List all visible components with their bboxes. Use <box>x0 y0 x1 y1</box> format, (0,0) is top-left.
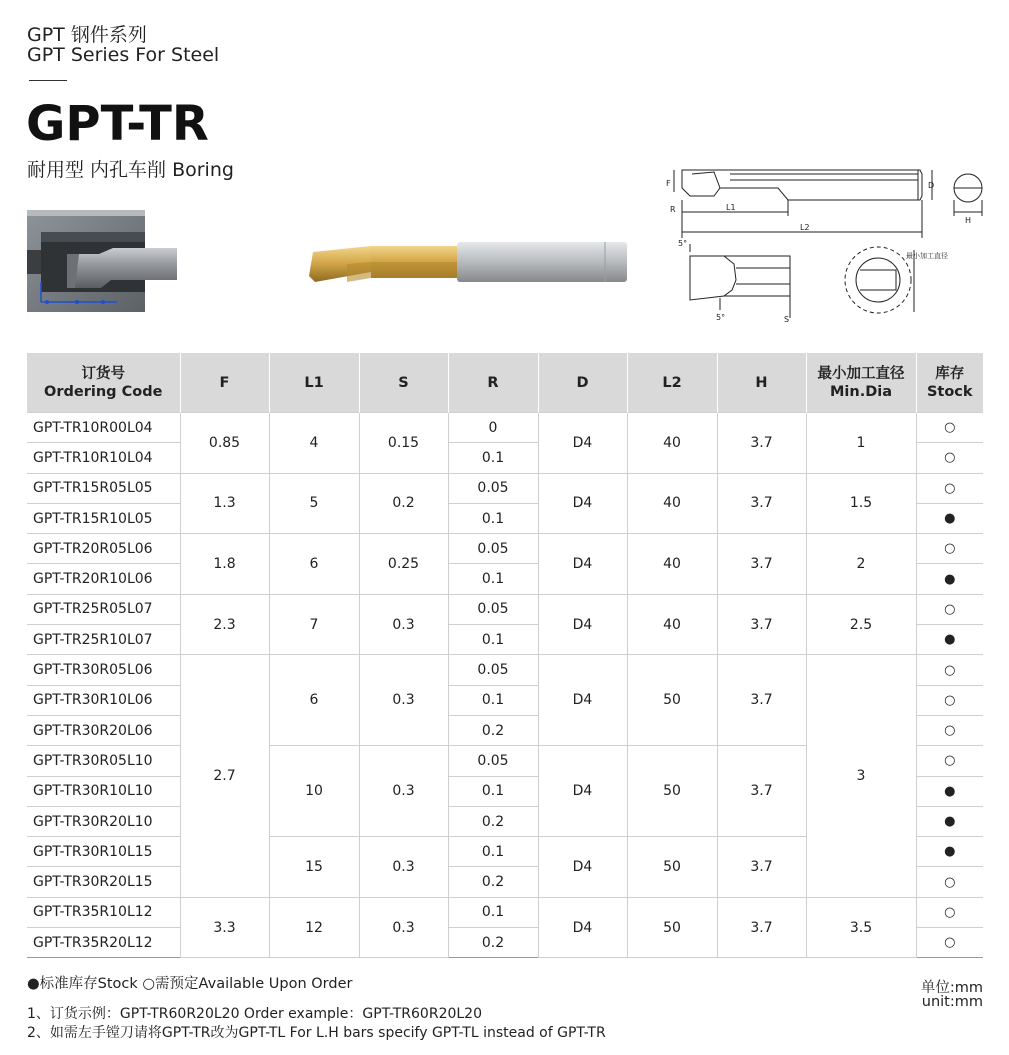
stock-indicator: ○ <box>916 897 983 927</box>
dim-label-L1: L1 <box>726 203 736 212</box>
ordering-code: GPT-TR20R05L06 <box>27 534 180 564</box>
unit-label-en: unit:mm <box>921 994 983 1010</box>
stock-indicator: ○ <box>916 715 983 745</box>
boring-bar-photo <box>307 238 631 286</box>
table-row <box>27 655 983 685</box>
ordering-code: GPT-TR35R20L12 <box>27 928 180 958</box>
cell-D: D4 <box>538 897 627 958</box>
cell-min-dia: 3 <box>806 655 916 897</box>
cell-R: 0 <box>448 413 538 443</box>
cell-D: D4 <box>538 746 627 837</box>
cell-R: 0.1 <box>448 443 538 473</box>
stock-indicator: ● <box>916 625 983 655</box>
cell-D: D4 <box>538 413 627 474</box>
ordering-code: GPT-TR20R10L06 <box>27 564 180 594</box>
cell-L1: 6 <box>269 655 359 746</box>
cell-R: 0.1 <box>448 503 538 533</box>
cell-L2: 50 <box>627 746 717 837</box>
cell-S: 0.3 <box>359 897 448 958</box>
stock-indicator: ○ <box>916 746 983 776</box>
cell-min-dia: 2 <box>806 534 916 595</box>
model-title: GPT-TR <box>26 96 209 152</box>
ordering-code: GPT-TR15R05L05 <box>27 473 180 503</box>
header-stock: 库存 Stock <box>916 353 983 413</box>
ordering-code: GPT-TR30R10L06 <box>27 685 180 715</box>
cell-min-dia: 2.5 <box>806 594 916 655</box>
dim-label-S: S <box>784 315 790 324</box>
model-subtitle: 耐用型 内孔车削 Boring <box>27 159 234 181</box>
cell-F: 2.7 <box>180 655 269 897</box>
cell-S: 0.3 <box>359 655 448 746</box>
cell-L1: 15 <box>269 837 359 898</box>
dim-label-F: F <box>666 179 671 188</box>
cell-L2: 40 <box>627 594 717 655</box>
stock-indicator: ○ <box>916 655 983 685</box>
cell-H: 3.7 <box>717 655 806 746</box>
series-title-en: GPT Series For Steel <box>27 44 220 66</box>
cell-R: 0.05 <box>448 473 538 503</box>
dim-label-min-dia: 最小加工直径 <box>906 252 948 260</box>
dim-label-angle-bottom: 5° <box>716 313 726 322</box>
note-order-example: 1、订货示例：GPT-TR60R20L20 Order example：GPT-TR60R20L20 <box>27 1006 482 1022</box>
cell-R: 0.05 <box>448 655 538 685</box>
cell-R: 0.05 <box>448 534 538 564</box>
ordering-code: GPT-TR10R10L04 <box>27 443 180 473</box>
cell-R: 0.05 <box>448 594 538 624</box>
cell-R: 0.2 <box>448 715 538 745</box>
series-title-cn: GPT 钢件系列 <box>27 24 147 46</box>
stock-indicator: ● <box>916 837 983 867</box>
cell-D: D4 <box>538 594 627 655</box>
ordering-code: GPT-TR30R10L10 <box>27 776 180 806</box>
cell-H: 3.7 <box>717 594 806 655</box>
cell-L2: 40 <box>627 413 717 474</box>
cell-F: 3.3 <box>180 897 269 958</box>
ordering-code: GPT-TR30R20L15 <box>27 867 180 897</box>
cell-R: 0.1 <box>448 897 538 927</box>
stock-indicator: ○ <box>916 928 983 958</box>
cell-H: 3.7 <box>717 534 806 595</box>
ordering-code: GPT-TR30R10L15 <box>27 837 180 867</box>
cell-R: 0.1 <box>448 776 538 806</box>
stock-indicator: ○ <box>916 413 983 443</box>
ordering-code: GPT-TR30R05L06 <box>27 655 180 685</box>
header-D: D <box>538 353 627 413</box>
header-L1: L1 <box>269 353 359 413</box>
ordering-code: GPT-TR30R20L06 <box>27 715 180 745</box>
stock-indicator: ● <box>916 564 983 594</box>
cell-L1: 10 <box>269 746 359 837</box>
spec-table <box>27 353 983 958</box>
boring-application-photo <box>27 210 177 312</box>
header-L2: L2 <box>627 353 717 413</box>
cell-L2: 50 <box>627 655 717 746</box>
cell-H: 3.7 <box>717 837 806 898</box>
dim-label-L2: L2 <box>800 223 810 232</box>
cell-D: D4 <box>538 655 627 746</box>
ordering-code: GPT-TR10R00L04 <box>27 413 180 443</box>
cell-min-dia: 3.5 <box>806 897 916 958</box>
dim-label-D: D <box>928 181 935 190</box>
cell-min-dia: 1 <box>806 413 916 474</box>
cell-S: 0.25 <box>359 534 448 595</box>
cell-L2: 50 <box>627 897 717 958</box>
ordering-code: GPT-TR30R20L10 <box>27 806 180 836</box>
header-S: S <box>359 353 448 413</box>
stock-indicator: ○ <box>916 473 983 503</box>
cell-F: 0.85 <box>180 413 269 474</box>
unit-label-cn: 单位:mm <box>920 980 983 996</box>
cell-S: 0.15 <box>359 413 448 474</box>
table-row <box>27 534 983 564</box>
header-R: R <box>448 353 538 413</box>
cell-F: 1.8 <box>180 534 269 595</box>
header-H: H <box>717 353 806 413</box>
cell-L2: 40 <box>627 473 717 534</box>
cell-R: 0.1 <box>448 625 538 655</box>
cell-S: 0.3 <box>359 837 448 898</box>
stock-indicator: ● <box>916 776 983 806</box>
cell-R: 0.2 <box>448 867 538 897</box>
cell-L1: 4 <box>269 413 359 474</box>
cell-S: 0.2 <box>359 473 448 534</box>
header-ordering-code: 订货号 Ordering Code <box>27 353 180 413</box>
stock-indicator: ● <box>916 503 983 533</box>
cell-F: 2.3 <box>180 594 269 655</box>
table-row <box>27 594 983 624</box>
cell-H: 3.7 <box>717 473 806 534</box>
ordering-code: GPT-TR25R05L07 <box>27 594 180 624</box>
ordering-code: GPT-TR35R10L12 <box>27 897 180 927</box>
cell-L1: 5 <box>269 473 359 534</box>
dim-label-angle-top: 5° <box>678 239 688 248</box>
cell-R: 0.2 <box>448 928 538 958</box>
dim-label-H: H <box>965 216 972 225</box>
stock-legend: ●标准库存Stock ○需预定Available Upon Order <box>27 976 353 992</box>
cell-H: 3.7 <box>717 897 806 958</box>
table-row <box>27 413 983 443</box>
header-F: F <box>180 353 269 413</box>
title-divider <box>29 80 67 81</box>
cell-D: D4 <box>538 534 627 595</box>
cell-S: 0.3 <box>359 594 448 655</box>
stock-indicator: ● <box>916 806 983 836</box>
ordering-code: GPT-TR30R05L10 <box>27 746 180 776</box>
cell-H: 3.7 <box>717 413 806 474</box>
technical-drawing <box>660 160 990 326</box>
table-row <box>27 473 983 503</box>
cell-D: D4 <box>538 473 627 534</box>
dim-label-R: R <box>670 205 676 214</box>
stock-indicator: ○ <box>916 867 983 897</box>
stock-indicator: ○ <box>916 534 983 564</box>
ordering-code: GPT-TR15R10L05 <box>27 503 180 533</box>
cell-H: 3.7 <box>717 746 806 837</box>
stock-indicator: ○ <box>916 594 983 624</box>
ordering-code: GPT-TR25R10L07 <box>27 625 180 655</box>
cell-L2: 50 <box>627 837 717 898</box>
cell-L1: 12 <box>269 897 359 958</box>
cell-L1: 7 <box>269 594 359 655</box>
note-left-hand: 2、如需左手镗刀请将GPT-TR改为GPT-TL For L.H bars specify GPT-TL instead of GPT-TR <box>27 1025 606 1041</box>
cell-L2: 40 <box>627 534 717 595</box>
cell-L1: 6 <box>269 534 359 595</box>
cell-R: 0.2 <box>448 806 538 836</box>
header-min-dia: 最小加工直径 Min.Dia <box>806 353 916 413</box>
table-row <box>27 897 983 927</box>
cell-R: 0.1 <box>448 564 538 594</box>
cell-D: D4 <box>538 837 627 898</box>
stock-indicator: ○ <box>916 685 983 715</box>
cell-R: 0.1 <box>448 837 538 867</box>
cell-F: 1.3 <box>180 473 269 534</box>
cell-R: 0.05 <box>448 746 538 776</box>
cell-S: 0.3 <box>359 746 448 837</box>
stock-indicator: ○ <box>916 443 983 473</box>
cell-R: 0.1 <box>448 685 538 715</box>
cell-min-dia: 1.5 <box>806 473 916 534</box>
